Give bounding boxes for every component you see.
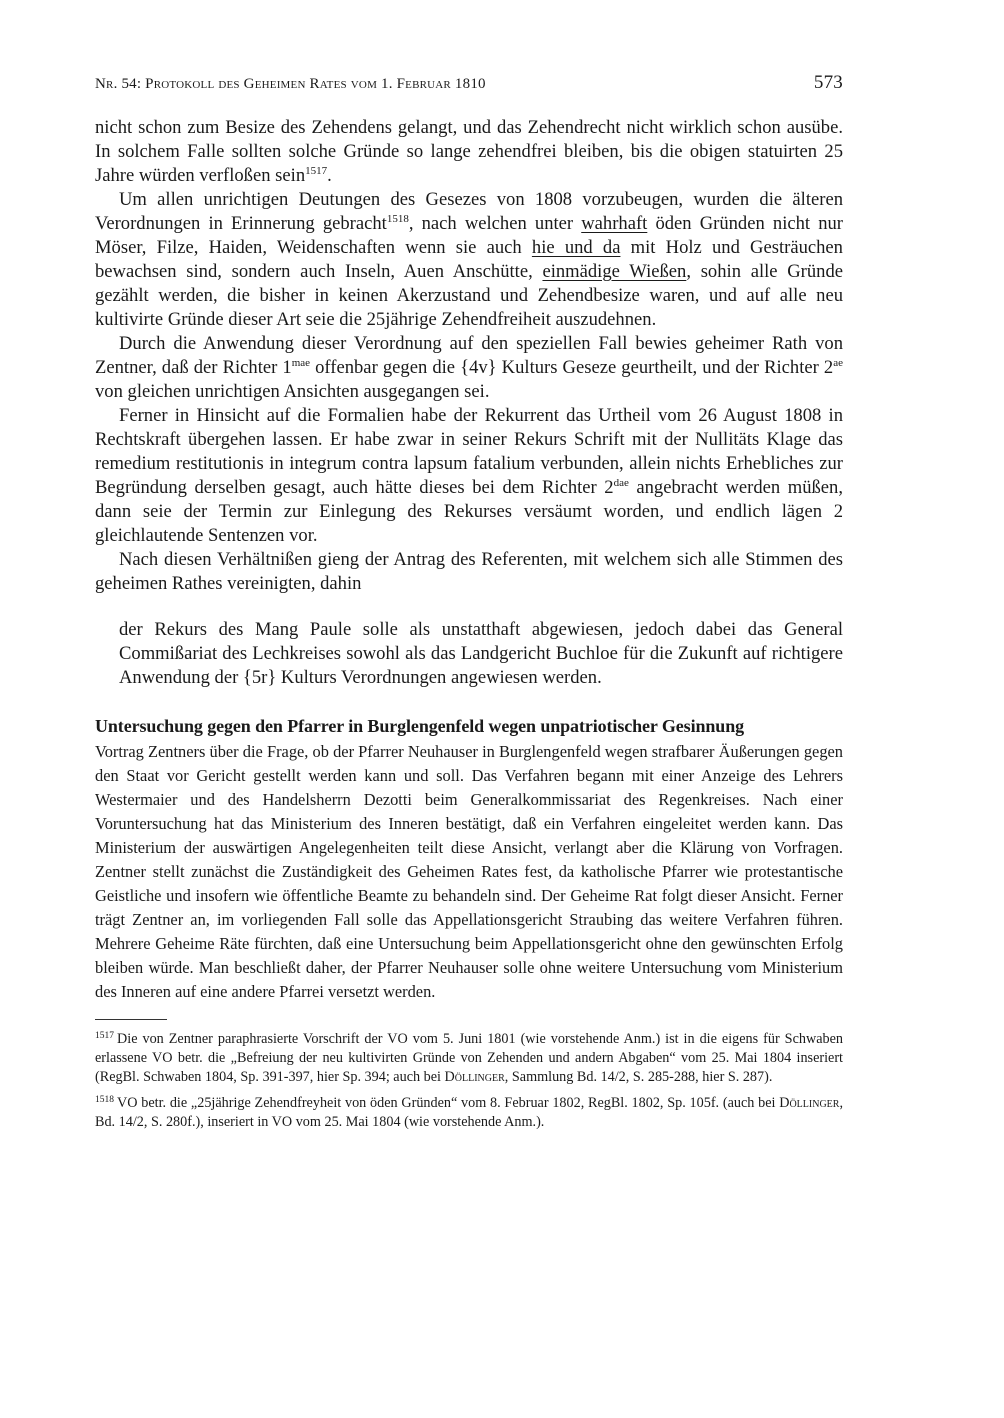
footnote-text: VO betr. die „25jährige Zehendfreyheit von öden Gründen“ vom 8. Februar 1802, RegBl. 1802, Sp. 105f. (auch bei	[117, 1095, 780, 1111]
section-summary: Vortrag Zentners über die Frage, ob der Pfarrer Neuhauser in Burglengenfeld wegen strafbarer Äußerungen gegen den Staat vor Gericht gestellt werden kann und soll. Das Verfahren begann mit einer Anzeige des Lehrers Westermaier und des Handelsherrn Dezotti beim Generalkommissariat des Regenkreises. Nach einer Voruntersuchung hat das Ministerium des Inneren bestätigt, daß ein Verfahren eingeleitet werden kann. Das Ministerium der auswärtigen Angelegenheiten teilt diese Ansicht, verlangt aber die Klärung von Vorfragen. Zentner stellt zunächst die Zuständigkeit des Geheimen Rates fest, da katholische Pfarrer wie protestantische Geistliche und insofern wie öffentliche Beamte zu behandeln sind. Der Geheime Rat folgt dieser Ansicht. Ferner trägt Zentner an, im vorliegenden Fall solle das Appellationsgericht Straubing das weitere Verfahren führen. Mehrere Geheime Räte fürchten, daß eine Untersuchung beim Appellationsgericht ohne den gewünschten Erfolg bleiben würde. Man beschließt daher, der Pfarrer Neuhauser solle ohne weitere Untersuchung vom Ministerium des Inneren auf eine andere Pfarrei versetzt werden.	[95, 742, 843, 1001]
superscript: dae	[613, 477, 629, 489]
paragraph-1	[95, 116, 843, 188]
footnote-separator	[95, 1019, 167, 1020]
paragraph-text: , nach welchen unter	[408, 213, 582, 234]
underlined-term: hie und da	[531, 237, 621, 258]
paragraph-text: , sohin alle Gründe gezählt werden, die bisher in keinen Akerzustand und Zehendbesize waren, und auf alle neu kultivirte Gründe dieser Art seie die 25jährige Zehendfreiheit auszudehnen.	[95, 261, 843, 330]
paragraph-text: von gleichen unrichtigen Ansichten ausgegangen sei.	[95, 381, 490, 402]
paragraph-5: Nach diesen Verhältnißen gieng der Antrag des Referenten, mit welchem sich alle Stimmen des geheimen Rathes vereinigten, dahin	[95, 549, 843, 594]
footnote-ref-1518[interactable]: 1518	[386, 213, 409, 225]
page-number: 573	[813, 72, 843, 93]
paragraph-text: Ferner in Hinsicht auf die Formalien habe der Rekurrent das Urtheil vom 26 August 1808 in Rechtskraft übergehen lassen. Er habe zwar in seiner Rekurs Schrift mit der Nullitäts Klage das remedium restitutionis in integrum contra lapsum fatalium verbunden, allein nichts Erhebliches zur Begründung derselben gesagt, auch hätte dieses bei dem Richter 2	[95, 405, 843, 498]
decision-block: der Rekurs des Mang Paule solle als unstatthaft abgewiesen, jedoch dabei das General Commißariat des Lechkreises sowohl als das Landgericht Buchloe für die Zukunft auf richtigere Anwendung der {5r} Kulturs Verordnungen angewiesen werden.	[119, 619, 843, 688]
footnote-text: , Sammlung Bd. 14/2, S. 285-288, hier S. 287).	[504, 1069, 773, 1085]
superscript: ae	[833, 357, 843, 369]
footnote-number: 1517	[95, 1031, 114, 1041]
section-heading: Untersuchung gegen den Pfarrer in Burglengenfeld wegen unpatriotischer Gesinnung	[95, 716, 745, 736]
paragraph-text: nicht schon zum Besize des Zehendens gelangt, und das Zehendrecht nicht wirklich schon ausübe. In solchem Falle sollten solche Gründe so lange zehendfrei bleiben, bis die obigen statuirten 25 Jahre würden verfloßen sein	[95, 117, 843, 186]
paragraph-text: .	[327, 165, 332, 186]
footnote-ref-1517[interactable]: 1517	[305, 165, 328, 177]
footnote-1518	[95, 1094, 843, 1132]
paragraph-4	[95, 404, 843, 548]
paragraph-text: offenbar gegen die {4v} Kulturs Geseze geurtheilt, und der Richter 2	[310, 357, 834, 378]
paragraph-2	[95, 188, 843, 332]
main-text	[95, 116, 843, 690]
footnote-number: 1518	[95, 1095, 114, 1105]
paragraph-text: angebracht werden müßen, dann seie der Termin zur Einlegung des Rekurses versäumt worden, und endlich lägen 2 gleichlautende Sentenzen vor.	[95, 477, 843, 546]
page-header	[95, 72, 843, 100]
underlined-term: wahrhaft	[581, 213, 648, 234]
document-page	[95, 72, 843, 1132]
footnote-1517	[95, 1030, 843, 1087]
paragraph-text: Durch die Anwendung dieser Verordnung auf den speziellen Fall bewies geheimer Rath von Zentner, daß der Richter 1	[95, 333, 843, 378]
paragraph-3	[95, 332, 843, 404]
running-title: Nr. 54: Protokoll des Geheimen Rates vom 1. Februar 1810	[95, 76, 486, 92]
author-name: Döllinger	[444, 1069, 505, 1085]
paragraph-text: öden Gründen nicht nur Möser, Filze, Haiden, Weidenschaften wenn sie auch	[95, 213, 843, 258]
author-name: Döllinger	[779, 1095, 840, 1111]
paragraph-text: Um allen unrichtigen Deutungen des Gesezes von 1808 vorzubeugen, wurden die älteren Verordnungen in Erinnerung gebracht	[95, 189, 843, 234]
underlined-term: einmädige Wießen	[542, 261, 687, 282]
paragraph-text: mit Holz und Gesträuchen bewachsen sind, sondern auch Inseln, Auen Anschütte,	[95, 237, 843, 282]
footnote-text: , Bd. 14/2, S. 280f.), inseriert in VO vom 25. Mai 1804 (wie vorstehende Anm.).	[95, 1095, 843, 1130]
footnote-text: Die von Zentner paraphrasierte Vorschrift der VO vom 5. Juni 1801 (wie vorstehende Anm.) ist in die eigens für Schwaben erlassene VO betr. die „Befreiung der neu kultivirten Gründe von Zehenden und andern Abgaben“ vom 25. Mai 1804 inseriert (RegBl. Schwaben 1804, Sp. 391-397, hier Sp. 394; auch bei	[95, 1031, 843, 1085]
superscript: mae	[291, 357, 311, 369]
